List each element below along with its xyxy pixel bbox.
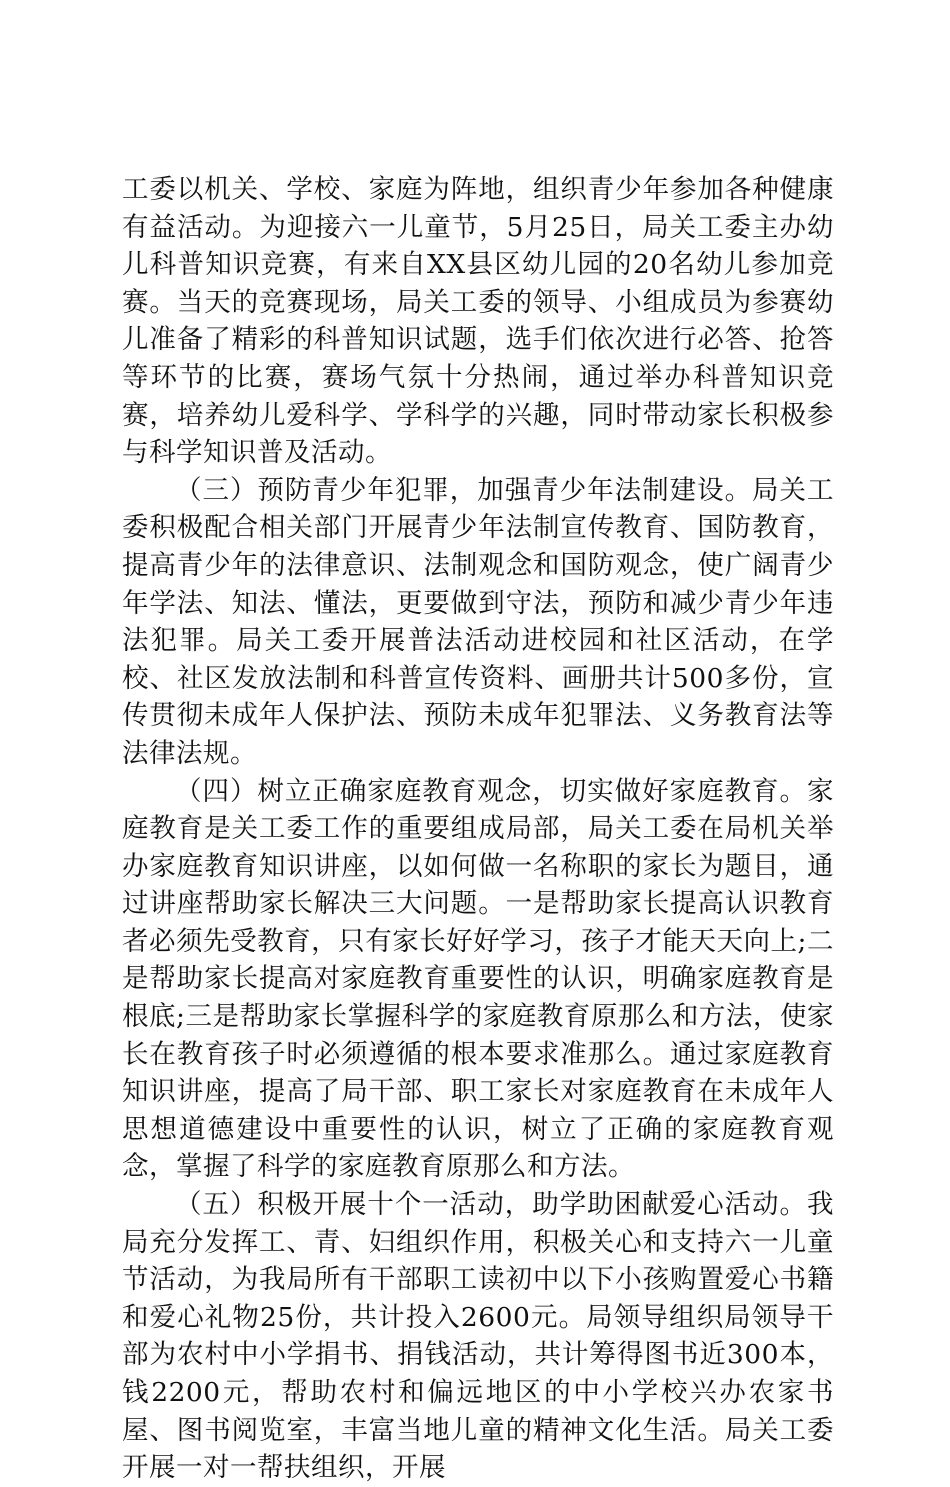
paragraph-section-five: （五）积极开展十个一活动，助学助困献爱心活动。我局充分发挥工、青、妇组织作用，积极关心和支持六一儿童节活动，为我局所有干部职工读初中以下小孩购置爱心书籍和爱心礼物25份，共计投入2600元。局领导组织局领导干部为农村中小学捐书、捐钱活动，共计筹得图书近300本，钱2200元，帮助农村和偏远地区的中小学校兴办农家书屋、图书阅览室，丰富当地儿童的精神文化生活。局关工委开展一对一帮扶组织，开展	[122, 1189, 834, 1484]
paragraph-continuation: 工委以机关、学校、家庭为阵地，组织青少年参加各种健康有益活动。为迎接六一儿童节，5月25日，局关工委主办幼儿科普知识竞赛，有来自XX县区幼儿园的20名幼儿参加竞赛。当天的竞赛现场，局关工委的领导、小组成员为参赛幼儿准备了精彩的科普知识试题，选手们依次进行必答、抢答等环节的比赛，赛场气氛十分热闹，通过举办科普知识竞赛，培养幼儿爱科学、学科学的兴趣，同时带动家长积极参与科学知识普及活动。	[122, 174, 834, 469]
paragraph-section-four: （四）树立正确家庭教育观念，切实做好家庭教育。家庭教育是关工委工作的重要组成局部，局关工委在局机关举办家庭教育知识讲座，以如何做一名称职的家长为题目，通过讲座帮助家长解决三大问题。一是帮助家长提高认识教育者必须先受教育，只有家长好好学习，孩子才能天天向上;二是帮助家长提高对家庭教育重要性的认识，明确家庭教育是根底;三是帮助家长掌握科学的家庭教育原那么和方法，使家长在教育孩子时必须遵循的根本要求准那么。通过家庭教育知识讲座，提高了局干部、职工家长对家庭教育在未成年人思想道德建设中重要性的认识，树立了正确的家庭教育观念，掌握了科学的家庭教育原那么和方法。	[122, 775, 834, 1183]
paragraph-section-three: （三）预防青少年犯罪，加强青少年法制建设。局关工委积极配合相关部门开展青少年法制宣传教育、国防教育，提高青少年的法律意识、法制观念和国防观念，使广阔青少年学法、知法、懂法，更要做到守法，预防和减少青少年违法犯罪。局关工委开展普法活动进校园和社区活动，在学校、社区发放法制和科普宣传资料、画册共计500多份，宣传贯彻未成年人保护法、预防未成年犯罪法、义务教育法等法律法规。	[122, 474, 834, 769]
body-text	[122, 171, 834, 1487]
